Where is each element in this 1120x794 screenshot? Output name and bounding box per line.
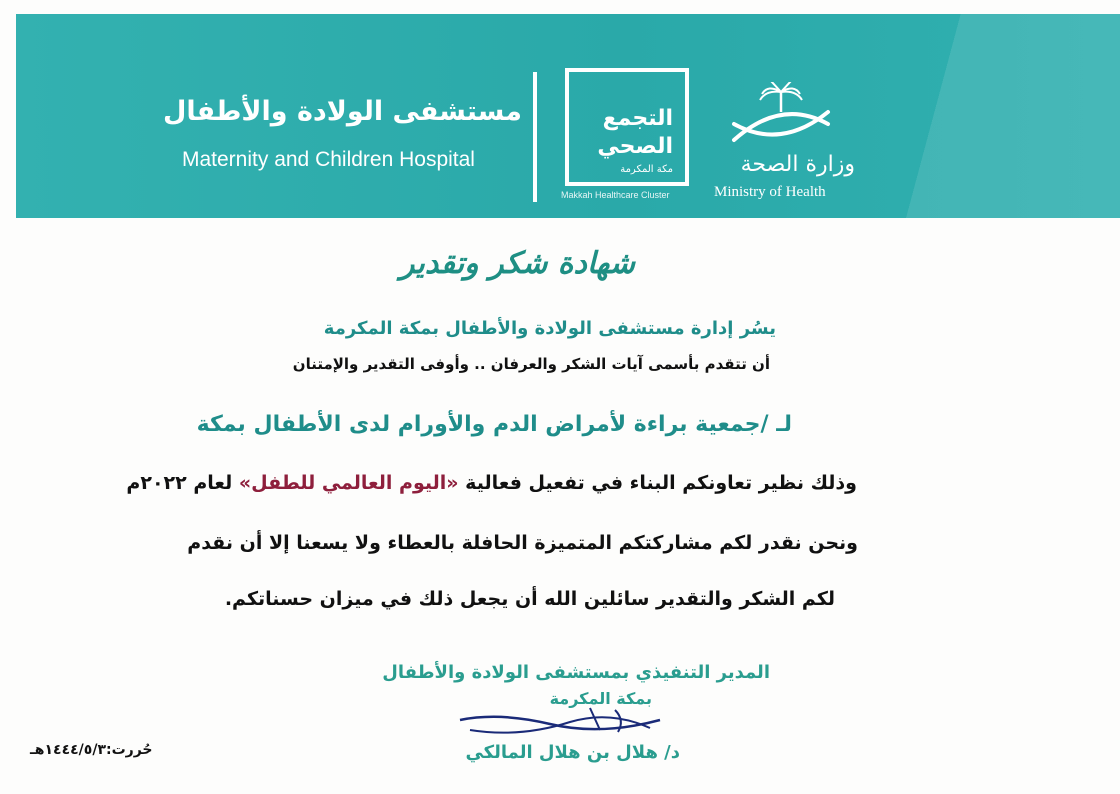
body-line-1-post: لعام ٢٠٢٢م <box>126 472 239 494</box>
cluster-logo <box>565 68 689 186</box>
ministry-name-ar: وزارة الصحة <box>740 152 855 177</box>
recipient-name: لـ /جمعية براءة لأمراض الدم والأورام لدى الأطفال بمكة <box>196 412 792 437</box>
body-line-2: ونحن نقدر لكم مشاركتكم المتميزة الحافلة بالعطاء ولا يسعنا إلا أن نقدم <box>187 532 858 554</box>
signatory-title-2: بمكة المكرمة <box>549 689 652 708</box>
signatory-name: د/ هلال بن هلال المالكي <box>465 742 680 763</box>
header-accent-shape <box>860 14 1120 218</box>
body-line-1-pre: وذلك نظير تعاونكم البناء في تفعيل فعالية <box>458 472 857 494</box>
event-name: «اليوم العالمي للطفل» <box>238 472 459 494</box>
body-line-3: لكم الشكر والتقدير سائلين الله أن يجعل ذلك في ميزان حسناتكم. <box>224 588 835 610</box>
cluster-name-en: Makkah Healthcare Cluster <box>561 190 670 200</box>
header-divider <box>533 72 537 202</box>
cluster-logo-line2: الصحي <box>597 134 673 159</box>
cluster-logo-line1: التجمع <box>602 106 673 131</box>
issue-date: حُررت:١٤٤٤/٥/٣هـ <box>30 742 153 758</box>
ministry-emblem-icon <box>726 82 836 152</box>
hospital-name-ar: مستشفى الولادة والأطفال <box>162 96 522 127</box>
certificate-title: شهادة شكر وتقدير <box>400 246 635 281</box>
cluster-logo-line3: مكة المكرمة <box>620 164 673 175</box>
intro-line-1: يسُر إدارة مستشفى الولادة والأطفال بمكة المكرمة <box>323 318 776 339</box>
ministry-name-en: Ministry of Health <box>714 184 826 200</box>
signatory-title-1: المدير التنفيذي بمستشفى الولادة والأطفال <box>382 662 770 683</box>
body-line-1 <box>126 472 857 494</box>
intro-line-2: أن تتقدم بأسمى آيات الشكر والعرفان .. وأوفى التقدير والإمتنان <box>292 355 770 373</box>
hospital-name-en: Maternity and Children Hospital <box>182 148 475 171</box>
